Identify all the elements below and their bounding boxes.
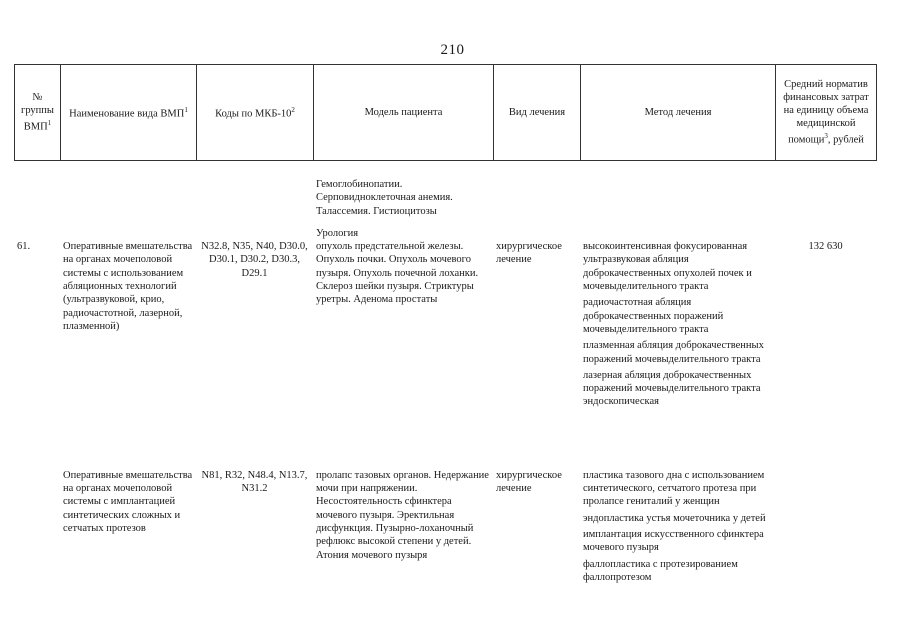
method-item: радиочастотная абляция доброкачественных поражений мочевыделительного тракта xyxy=(583,297,724,335)
row-number: 61. xyxy=(17,241,31,253)
row-number xyxy=(14,469,60,587)
table-body xyxy=(14,178,876,587)
header-vmp-name: Наименование вида ВМП$^1$ xyxy=(61,65,197,161)
row-cost: 132 630 xyxy=(808,241,843,253)
page-number: 210 xyxy=(440,42,465,58)
header-icd-codes: Коды по МКБ-$10^2$ xyxy=(197,65,314,161)
header-treatment-type: Вид лечения xyxy=(494,65,581,161)
method-item: пластика тазового дна с использованием синтетического, сетчатого протеза при пролапсе гениталий у женщин xyxy=(583,469,765,508)
method-item: плазменная абляция доброкачественных поражений мочевыделительного тракта xyxy=(583,340,764,365)
header-avg-cost: Средний норматив финансовых затрат на единицу объема медицинской помощи$^3$, рублей xyxy=(776,65,877,161)
row-treatment-type: хирургическое лечение xyxy=(496,469,562,495)
row-cost xyxy=(775,469,876,587)
method-item: лазерная абляция доброкачественных поражений мочевыделительного тракта эндоскопическая xyxy=(583,369,761,408)
header-patient-model: Модель пациента xyxy=(314,65,494,161)
table-row xyxy=(14,469,876,587)
table-row xyxy=(14,240,876,412)
header-group-no: № группы ВМП$^1$ xyxy=(15,65,61,161)
row-methods xyxy=(580,240,775,412)
section-heading: Урология xyxy=(316,227,359,239)
table-header xyxy=(14,64,877,161)
row-treatment-type: хирургическое лечение xyxy=(496,241,562,266)
method-item: имплантация искусственного сфинктера мочевого пузыря xyxy=(583,528,764,554)
row-vmp-name: Оперативные вмешательства на органах мочеполовой системы с имплантацией синтетических сложных и сетчатых протезов xyxy=(63,469,193,534)
row-vmp-name: Оперативные вмешательства на органах мочеполовой системы с использованием абляционных технологий (ультразвуковой, крио, радиочастотной, лазерной, плазменной) xyxy=(63,241,193,332)
header-treatment-method: Метод лечения xyxy=(581,65,776,161)
method-item: фаллопластика с протезированием фаллопротезом xyxy=(583,558,738,583)
method-item: высокоинтенсивная фокусированная ультразвуковая абляция доброкачественных опухолей почек и мочевыделительного тракта xyxy=(583,241,752,293)
row-patient-model: опухоль предстательной железы. Опухоль почки. Опухоль мочевого пузыря. Опухоль почечной лоханки. Склероз шейки пузыря. Стриктуры уретры. Аденома простаты xyxy=(316,241,479,306)
row-methods xyxy=(580,469,775,587)
method-item: эндопластика устья мочеточника у детей xyxy=(583,512,766,524)
row-icd-codes: N32.8, N35, N40, D30.0, D30.1, D30.2, D30.3, D29.1 xyxy=(201,241,308,279)
continuation-text: Гемоглобинопатии. Серповидноклеточная анемия. Талассемия. Гистиоцитозы xyxy=(316,179,453,217)
row-patient-model: пролапс тазовых органов. Недержание мочи при напряжении. Несостоятельность сфинктера мочевого пузыря. Эректильная дисфункция. Пузырно-лоханочный рефлюкс высокой степени у детей. Атония мочевого пузыря xyxy=(316,469,489,561)
row-icd-codes: N81, R32, N48.4, N13.7, N31.2 xyxy=(201,469,308,495)
